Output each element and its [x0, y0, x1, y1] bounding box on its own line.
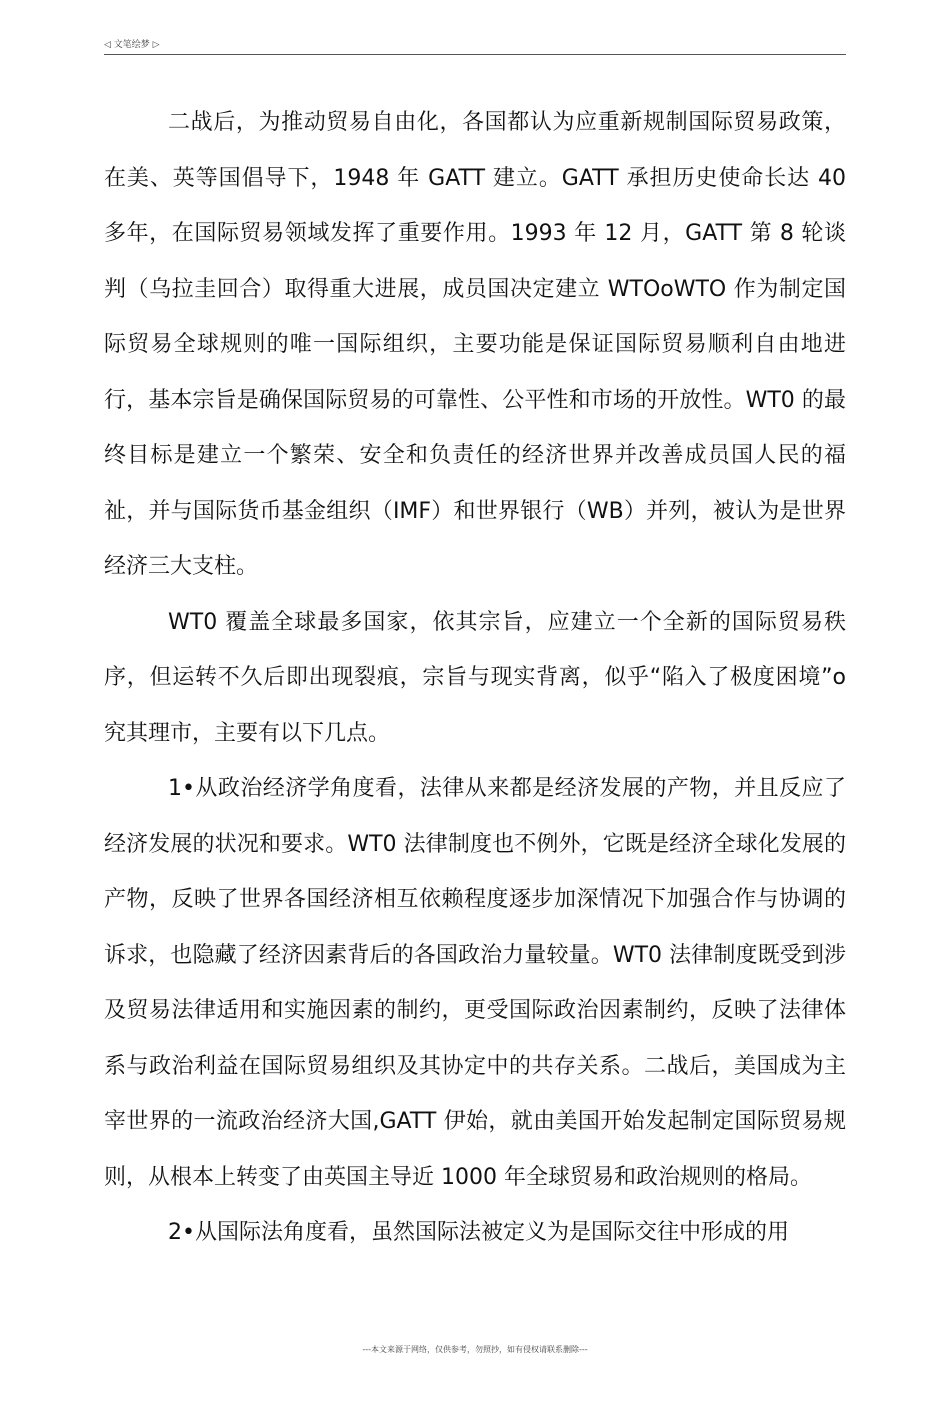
page-header	[104, 38, 846, 55]
header-title: ◁ 文笔绘梦 ▷	[104, 40, 160, 50]
paragraph-1: 二战后，为推动贸易自由化，各国都认为应重新规制国际贸易政策，在美、英等国倡导下，1948 年 GATT 建立。GATT 承担历史使命长达 40 多年，在国际贸易领域发挥了重要作用。1993 年 12 月，GATT 第 8 轮谈判（乌拉圭回合）取得重大进展，成员国决定建立 WTOoWTO 作为制定国际贸易全球规则的唯一国际组织，主要功能是保证国际贸易顺利自由地进行，基本宗旨是确保国际贸易的可靠性、公平性和市场的开放性。WT0 的最终目标是建立一个繁荣、安全和负责任的经济世界并改善成员国人民的福祉，并与国际货币基金组织（IMF）和世界银行（WB）并列，被认为是世界经济三大支柱。	[104, 110, 846, 579]
paragraph-3: 1•从政治经济学角度看，法律从来都是经济发展的产物，并且反应了经济发展的状况和要求。WT0 法律制度也不例外，它既是经济全球化发展的产物，反映了世界各国经济相互依赖程度逐步加深情况下加强合作与协调的诉求，也隐藏了经济因素背后的各国政治力量较量。WT0 法律制度既受到涉及贸易法律适用和实施因素的制约，更受国际政治因素制约，反映了法律体系与政治利益在国际贸易组织及其协定中的共存关系。二战后，美国成为主宰世界的一流政治经济大国,GATT 伊始，就由美国开始发起制定国际贸易规则，从根本上转变了由英国主导近 1000 年全球贸易和政治规则的格局。	[104, 776, 846, 1190]
document-body	[104, 95, 846, 1261]
paragraph-2: WT0 覆盖全球最多国家，依其宗旨，应建立一个全新的国际贸易秩序，但运转不久后即出现裂痕，宗旨与现实背离，似乎“陷入了极度困境”o 究其理市，主要有以下几点。	[104, 609, 846, 746]
page-footer: ---本文来源于网络，仅供参考，勿照抄，如有侵权请联系删除---	[362, 1345, 588, 1354]
paragraph-4: 2•从国际法角度看，虽然国际法被定义为是国际交往中形成的用	[168, 1220, 789, 1245]
